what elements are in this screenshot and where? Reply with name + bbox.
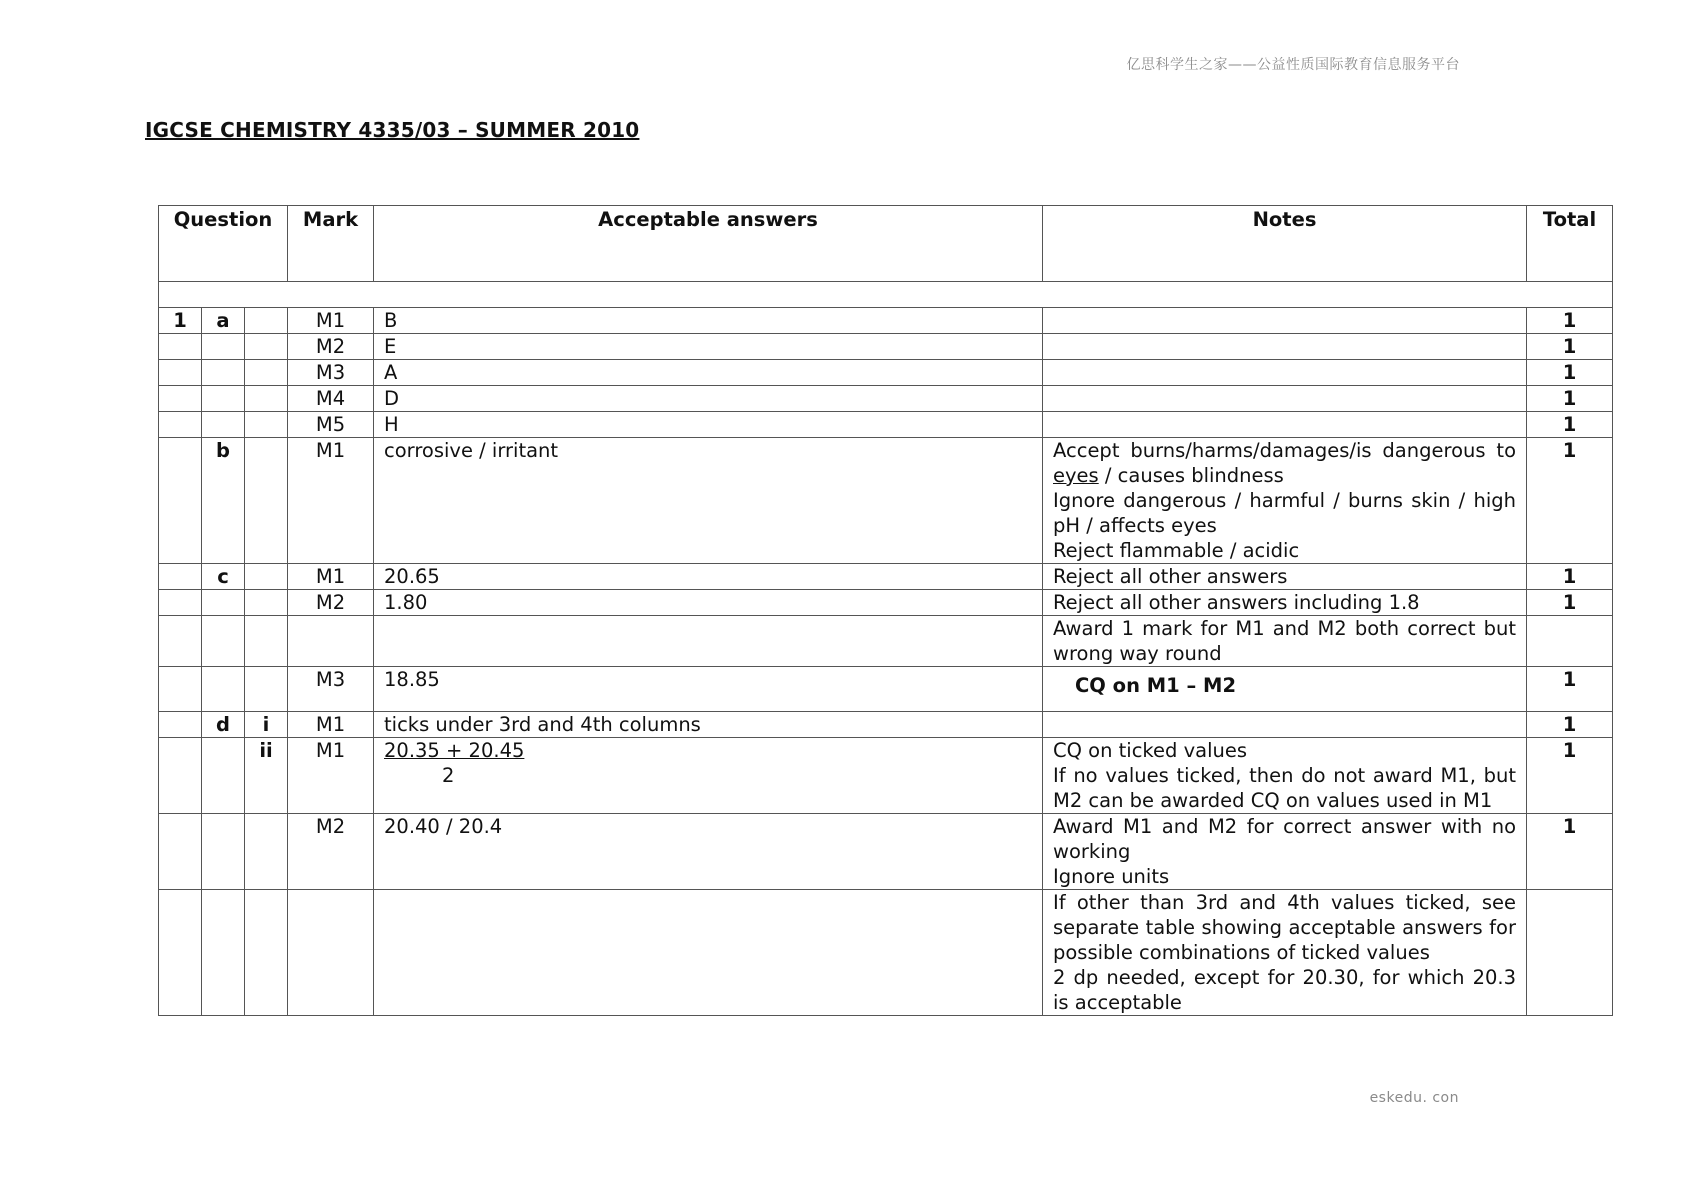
mark-code: M1 [288, 738, 374, 814]
answer-cell: 18.85 [374, 667, 1043, 712]
question-number [159, 712, 202, 738]
question-part [202, 412, 245, 438]
table-row [159, 564, 1613, 590]
answer-cell [374, 616, 1043, 667]
notes-cell [1043, 386, 1527, 412]
table-row [159, 308, 1613, 334]
question-part [202, 890, 245, 1016]
mark-code: M2 [288, 334, 374, 360]
spacer-cell [159, 282, 1613, 308]
notes-text: If other than 3rd and 4th values ticked, see separate table showing acceptable answers for possible combinations of ticked values [1053, 891, 1516, 964]
total-cell: 1 [1527, 334, 1613, 360]
question-part [202, 334, 245, 360]
notes-cell [1043, 667, 1527, 712]
question-subpart [245, 334, 288, 360]
total-cell: 1 [1527, 308, 1613, 334]
total-cell: 1 [1527, 360, 1613, 386]
answer-cell: 20.40 / 20.4 [374, 814, 1043, 890]
question-number [159, 616, 202, 667]
notes-cell: Award 1 mark for M1 and M2 both correct but wrong way round [1043, 616, 1527, 667]
notes-cell [1043, 712, 1527, 738]
answer-cell: B [374, 308, 1043, 334]
question-subpart [245, 814, 288, 890]
table-row [159, 712, 1613, 738]
total-cell: 1 [1527, 564, 1613, 590]
question-subpart: i [245, 712, 288, 738]
total-cell: 1 [1527, 814, 1613, 890]
header-total: Total [1527, 206, 1613, 282]
mark-code: M1 [288, 308, 374, 334]
question-subpart [245, 590, 288, 616]
notes-cell [1043, 412, 1527, 438]
question-part [202, 386, 245, 412]
total-cell: 1 [1527, 667, 1613, 712]
table-row [159, 334, 1613, 360]
header-mark: Mark [288, 206, 374, 282]
table-row [159, 360, 1613, 386]
mark-code: M4 [288, 386, 374, 412]
table-row [159, 412, 1613, 438]
mark-code: M1 [288, 564, 374, 590]
mark-code [288, 890, 374, 1016]
mark-code: M3 [288, 360, 374, 386]
table-row [159, 438, 1613, 564]
question-part [202, 667, 245, 712]
table-row [159, 386, 1613, 412]
total-cell [1527, 616, 1613, 667]
page-title: IGCSE CHEMISTRY 4335/03 – SUMMER 2010 [145, 118, 640, 142]
table-row [159, 590, 1613, 616]
answer-cell [374, 890, 1043, 1016]
total-cell: 1 [1527, 712, 1613, 738]
table-row [159, 814, 1613, 890]
question-number [159, 738, 202, 814]
notes-text: / causes blindness [1098, 464, 1284, 487]
footer-watermark: eskedu. con [1369, 1090, 1459, 1106]
question-number [159, 438, 202, 564]
notes-text: Accept burns/harms/damages/is dangerous to [1053, 439, 1516, 462]
question-number [159, 564, 202, 590]
answer-cell: D [374, 386, 1043, 412]
question-number [159, 360, 202, 386]
question-part: c [202, 564, 245, 590]
answer-cell [374, 738, 1043, 814]
header-question: Question [159, 206, 288, 282]
notes-text: Ignore dangerous / harmful / burns skin / high pH / affects eyes [1053, 489, 1516, 537]
mark-code: M1 [288, 712, 374, 738]
table-row [159, 890, 1613, 1016]
total-cell: 1 [1527, 438, 1613, 564]
table-row [159, 738, 1613, 814]
fraction-denominator: 2 [442, 764, 455, 787]
mark-scheme-table [158, 205, 1613, 1016]
question-subpart [245, 667, 288, 712]
question-subpart: ii [245, 738, 288, 814]
header-watermark: 亿思科学生之家——公益性质国际教育信息服务平台 [1126, 57, 1460, 73]
notes-underlined-text: eyes [1053, 464, 1099, 487]
question-subpart [245, 412, 288, 438]
answer-cell: 20.65 [374, 564, 1043, 590]
question-part: a [202, 308, 245, 334]
notes-cell [1043, 814, 1527, 890]
notes-cell: Reject all other answers [1043, 564, 1527, 590]
question-subpart [245, 438, 288, 564]
question-number [159, 386, 202, 412]
table-row [159, 616, 1613, 667]
question-part [202, 616, 245, 667]
mark-code: M5 [288, 412, 374, 438]
total-cell: 1 [1527, 590, 1613, 616]
question-part [202, 814, 245, 890]
question-subpart [245, 386, 288, 412]
total-cell: 1 [1527, 386, 1613, 412]
question-subpart [245, 360, 288, 386]
answer-cell: ticks under 3rd and 4th columns [374, 712, 1043, 738]
question-subpart [245, 308, 288, 334]
total-cell [1527, 890, 1613, 1016]
question-part [202, 738, 245, 814]
question-subpart [245, 890, 288, 1016]
question-part: b [202, 438, 245, 564]
notes-cell [1043, 738, 1527, 814]
total-cell: 1 [1527, 412, 1613, 438]
answer-cell: H [374, 412, 1043, 438]
notes-cell [1043, 438, 1527, 564]
question-number [159, 412, 202, 438]
notes-text: Reject flammable / acidic [1053, 539, 1300, 562]
question-part: d [202, 712, 245, 738]
question-number: 1 [159, 308, 202, 334]
notes-cell [1043, 308, 1527, 334]
notes-cell [1043, 360, 1527, 386]
question-number [159, 590, 202, 616]
notes-cell [1043, 334, 1527, 360]
mark-code: M2 [288, 814, 374, 890]
notes-cell [1043, 890, 1527, 1016]
spacer-row [159, 282, 1613, 308]
mark-code [288, 616, 374, 667]
question-part [202, 590, 245, 616]
header-answers: Acceptable answers [374, 206, 1043, 282]
notes-bold-text: CQ on M1 – M2 [1075, 674, 1237, 697]
mark-code: M1 [288, 438, 374, 564]
answer-cell: corrosive / irritant [374, 438, 1043, 564]
notes-cell: Reject all other answers including 1.8 [1043, 590, 1527, 616]
question-subpart [245, 616, 288, 667]
question-number [159, 667, 202, 712]
notes-text: 2 dp needed, except for 20.30, for which 20.3 is acceptable [1053, 966, 1516, 1014]
header-notes: Notes [1043, 206, 1527, 282]
question-subpart [245, 564, 288, 590]
table-row [159, 667, 1613, 712]
question-part [202, 360, 245, 386]
table-header-row [159, 206, 1613, 282]
question-number [159, 334, 202, 360]
notes-text: CQ on ticked values [1053, 739, 1248, 762]
answer-cell: E [374, 334, 1043, 360]
mark-code: M2 [288, 590, 374, 616]
question-number [159, 890, 202, 1016]
fraction-numerator: 20.35 + 20.45 [384, 739, 525, 762]
answer-cell: A [374, 360, 1043, 386]
mark-code: M3 [288, 667, 374, 712]
notes-text: If no values ticked, then do not award M1, but M2 can be awarded CQ on values used in M1 [1053, 764, 1516, 812]
question-number [159, 814, 202, 890]
notes-text: Ignore units [1053, 865, 1170, 888]
answer-cell: 1.80 [374, 590, 1043, 616]
total-cell: 1 [1527, 738, 1613, 814]
notes-text: Award M1 and M2 for correct answer with no working [1053, 815, 1516, 863]
